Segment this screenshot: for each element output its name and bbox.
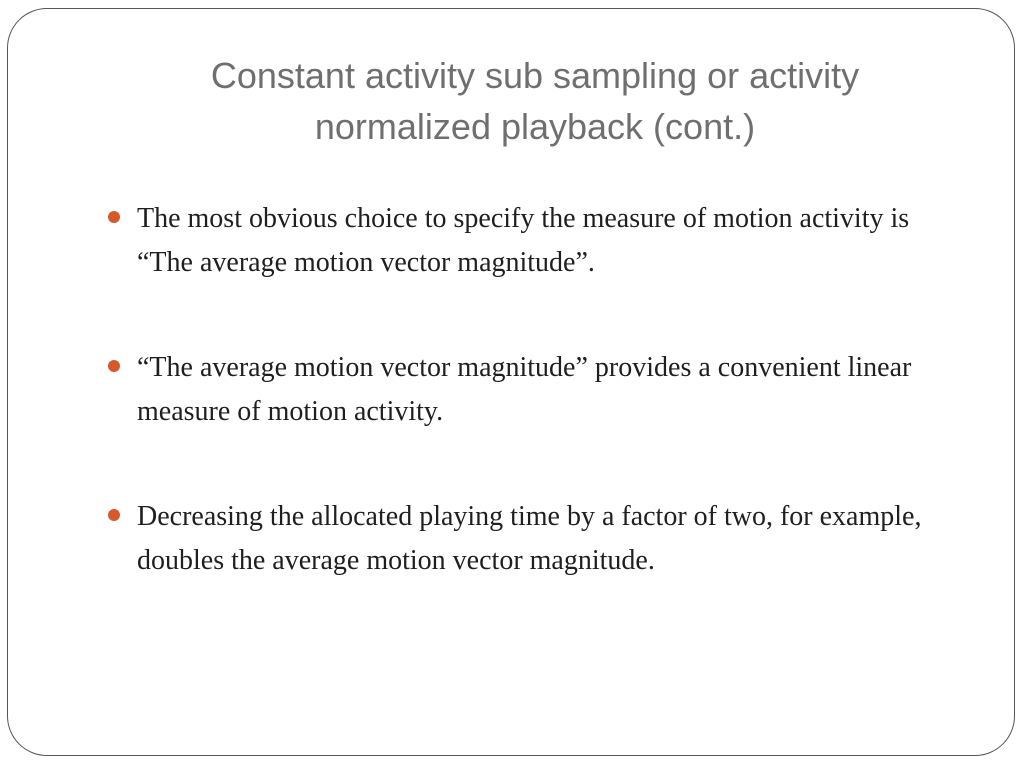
- bullet-dot-icon: [108, 360, 120, 372]
- slide-title: Constant activity sub sampling or activity normalized playback (cont.): [210, 55, 860, 147]
- bullet-list: [105, 197, 965, 644]
- bullet-item-2: [105, 346, 965, 434]
- bullet-dot-icon: [108, 509, 120, 521]
- bullet-text: Decreasing the allocated playing time by a factor of two, for example, doubles the average motion vector magnitude.: [137, 501, 922, 576]
- bullet-item-3: [105, 495, 965, 583]
- bullet-text: The most obvious choice to specify the measure of motion activity is “The average motion vector magnitude”.: [137, 203, 910, 278]
- bullet-item-1: [105, 197, 965, 285]
- bullet-dot-icon: [108, 211, 120, 223]
- bullet-text: “The average motion vector magnitude” provides a convenient linear measure of motion activity.: [137, 352, 912, 427]
